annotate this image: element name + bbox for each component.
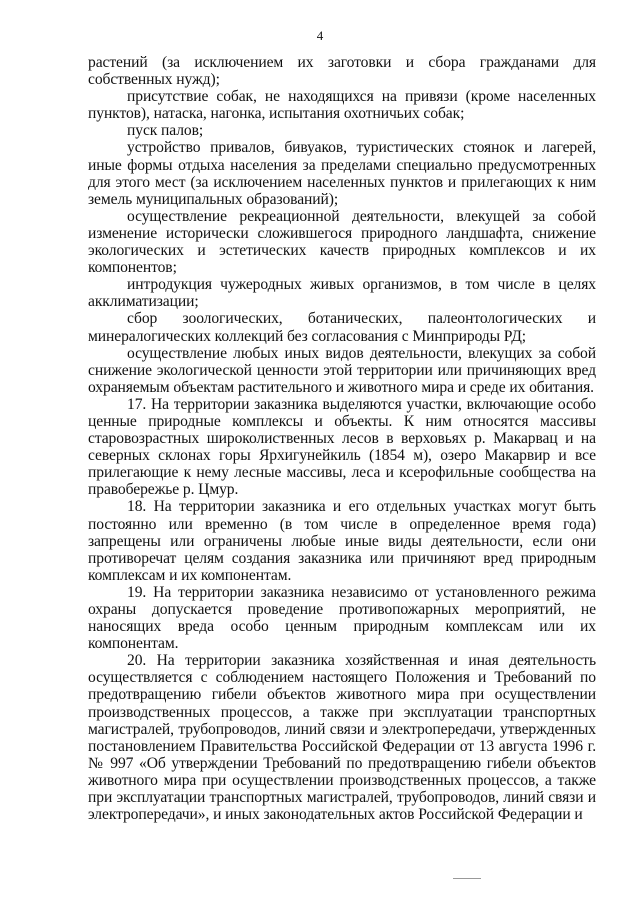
paragraph-20: 20. На территории заказника хозяйственная и иная деятельность осуществляется с соблюдением настоящего Положения и Требований по предотвращению гибели объектов животного мира при осуществлении производственных процессов, а также при эксплуатации транспортных магистралей, трубопроводов, линий связи и электропередачи, утвержденных постановлением Правительства Российской Федерации от 13 августа 1996 г. № 997 «Об утверждении Требований по предотвращению гибели объектов животного мира при осуществлении производственных процессов, а также при эксплуатации транспортных магистралей, трубопроводов, линий связи и электропередачи», и иных законодательных актов Российской Федерации и bbox=[88, 652, 596, 824]
paragraph-recreation: осуществление рекреационной деятельности, влекущей за собой изменение исторически сложившегося природного ландшафта, снижение экологических и эстетических качеств природных комплексов и их компонентов; bbox=[88, 207, 596, 277]
paragraph-camps: устройство привалов, бивуаков, туристических стоянок и лагерей, иные формы отдыха населения за пределами специально предусмотренных для этого мест (за исключением населенных пунктов и прилегающих к ним земель муниципальных образований); bbox=[88, 139, 596, 208]
paragraph-dogs: присутствие собак, не находящихся на привязи (кроме населенных пунктов), натаска, нагонка, испытания охотничьих собак; bbox=[88, 88, 596, 123]
paragraph-collections: сбор зоологических, ботанических, палеонтологических и минералогических коллекций без согласования с Минприроды РД; bbox=[88, 310, 596, 345]
paragraph-19: 19. На территории заказника независимо от установленного режима охраны допускается проведение противопожарных мероприятий, не наносящих вреда особо ценным природным комплексам или их компонентам. bbox=[88, 583, 596, 653]
paragraph-fires: пуск палов; bbox=[127, 122, 204, 140]
document-body bbox=[88, 54, 596, 823]
paragraph-other-activities: осуществление любых иных видов деятельности, влекущих за собой снижение экологической ценности этой территории или причиняющих вред охраняемым объектам растительного и животного мира и среде их обитания. bbox=[88, 344, 596, 396]
paragraph-17: 17. На территории заказника выделяются участки, включающие особо ценные природные комплексы и объекты. К ним относятся массивы старовозрастных широколиственных лесов в верховьях р. Макарвац и на северных склонах горы Ярхигунейкиль (1854 м), озеро Макарвир и все прилегающие к нему лесные массивы, леса и ксерофильные сообщества на правобережье р. Цмур. bbox=[88, 395, 596, 499]
paragraph-continuation: растений (за исключением их заготовки и сбора гражданами для собственных нужд); bbox=[88, 54, 596, 89]
page-number: 4 bbox=[316, 28, 324, 43]
paragraph-introduction: интродукция чужеродных живых организмов, в том числе в целях акклиматизации; bbox=[88, 276, 596, 311]
paragraph-18: 18. На территории заказника и его отдельных участках могут быть постоянно или временно (в том числе в определенное время года) запрещены или ограничены любые иные виды деятельности, если они противоречат целям создания заказника или причиняют вред природным комплексам и их компонентам. bbox=[88, 498, 596, 584]
scan-mark bbox=[453, 878, 481, 879]
